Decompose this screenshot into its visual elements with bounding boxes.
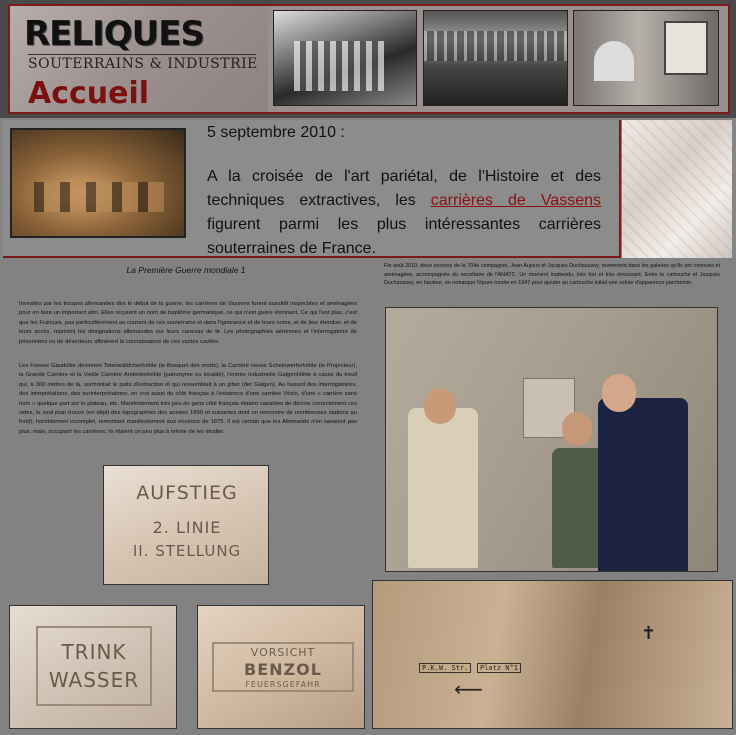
intro-divider-vertical (619, 120, 621, 258)
intro-text-after: figurent parmi les plus intéressantes carrières souterraines de France. (207, 216, 601, 257)
logo-title: RELIQUES (24, 14, 204, 54)
header-photo-building (273, 10, 417, 106)
quarry-sign: P.K.W. Str. (419, 663, 471, 673)
engraving-line: II. STELLUNG (132, 542, 242, 560)
logo-subtitle: SOUTERRAINS & INDUSTRIE (28, 56, 258, 72)
person-right-head (602, 374, 636, 412)
photo-quarry-signs (372, 580, 733, 729)
site-logo[interactable] (10, 6, 268, 112)
person-right (598, 398, 688, 572)
decorative-texture (622, 120, 732, 258)
intro-text (207, 165, 601, 261)
person-left-head (424, 388, 456, 424)
photo-veterans-visit (385, 307, 718, 572)
engraving-line: BENZOL (244, 660, 322, 679)
vassens-link[interactable]: carrières de Vassens (430, 192, 602, 209)
engraving-line: WASSER (48, 668, 140, 692)
page-title: Accueil (28, 76, 150, 111)
arrow-left-icon: ⟵ (454, 677, 484, 701)
engraving-line: AUFSTIEG (136, 482, 238, 504)
person-left (408, 408, 478, 568)
header-photo-gallery (423, 10, 568, 106)
engraving-line: VORSICHT (250, 646, 316, 659)
photo-vorsicht-benzol (197, 605, 365, 729)
header-photo-tunnel (573, 10, 719, 106)
site-header (0, 0, 736, 118)
engraving-line: 2. LINIE (152, 518, 222, 537)
logo-divider (28, 54, 256, 55)
photo-aufstieg-engraving (103, 465, 269, 585)
article-paragraph-1: Investies par les troupes allemandes dès le début de la guerre, les carrières de Vassens furent aussitôt inspectées et aménagées pour en faire un important abri. Elles reçurent un nom de baptême germanique, ce qui n'est guère étonnant. Ce qui l'est plus, c'est que les Français, pas particulièrement au courant de ces souterrains et dans l'ignorance et de leurs noms, et de leur étendue, et de leurs accès, reprirent les désignations allemandes sur leurs canevas de tir. Les photographies aériennes et l'interrogatoire de prisonniers ou de déserteurs affinèrent la connaissance de ces vastes cavités. (19, 301, 357, 345)
intro-text-before: A la croisée de l'art pariétal, de l'Histoire et des techniques extractives, les (207, 168, 601, 209)
photo-caption: Fin août 2010, deux anciens de la 704e compagnie, Jean Aujoux et Jacques Duchaussoy, reviennent dans les galeries qu'ils ont connues et aménagées, accompagnés du secrétaire de l'ANATC. Un moment inattendu, très fort et très émouvant. Entre le cartouche et Jacques Duchaussoy, en hauteur, on remarque l'épure tracée en 1947 pour ajouter au cartouche initial une volute d'apparence parchemin. (384, 263, 720, 287)
quarry-sign: Platz N°1 (477, 663, 521, 673)
engraving-frame (36, 626, 152, 706)
intro-date: 5 septembre 2010 : (207, 124, 345, 141)
article-title: La Première Guerre mondiale 1 (126, 265, 246, 275)
article-paragraph-2: Les Fosses Gaudriller devinrent Totenwäldchenhöhle (le Bosquet des morts), la Carrière neuve Scheinwerferhöhle (le Projecteur), la Grande Carrière et la Vieille Carrière Andertenhöhle (patronyme ou localité), l'entrée industrielle Galgenhöhle à cause du treuil qui, à 300 mètres de là, surmontait le puits d'extraction et qui ressemblait à un gibet (der Galgen). Au hasard des interrogatoires, des interprétations, des surinterprétations, on crut aussi du côté français à l'existence d'une carrière Vézin, d'une « carrière sans nom » quelque part sur le plateau, etc. Manifestement très peu de gens côté français étaient capables de décrire correctement ces vides, le seul plan trouvé (en dépit des topographies des années 1890 et suivantes dont on rencontre de nombreuses stations au fond), horriblement incomplet, remontant manifestement aux environs de 1875. Il est certain que les Allemands n'en savaient pas plus, mais, occupant les carrières, ils étaient un peu plus à même de les étudier. (19, 363, 357, 435)
cross-icon: ✝ (641, 623, 657, 643)
intro-photo-quarry (10, 128, 186, 238)
engraving-line: FEUERSGEFAHR (245, 680, 321, 689)
photo-trink-wasser (9, 605, 177, 729)
person-middle-head (562, 412, 592, 446)
engraving-line: TRINK (61, 640, 127, 664)
